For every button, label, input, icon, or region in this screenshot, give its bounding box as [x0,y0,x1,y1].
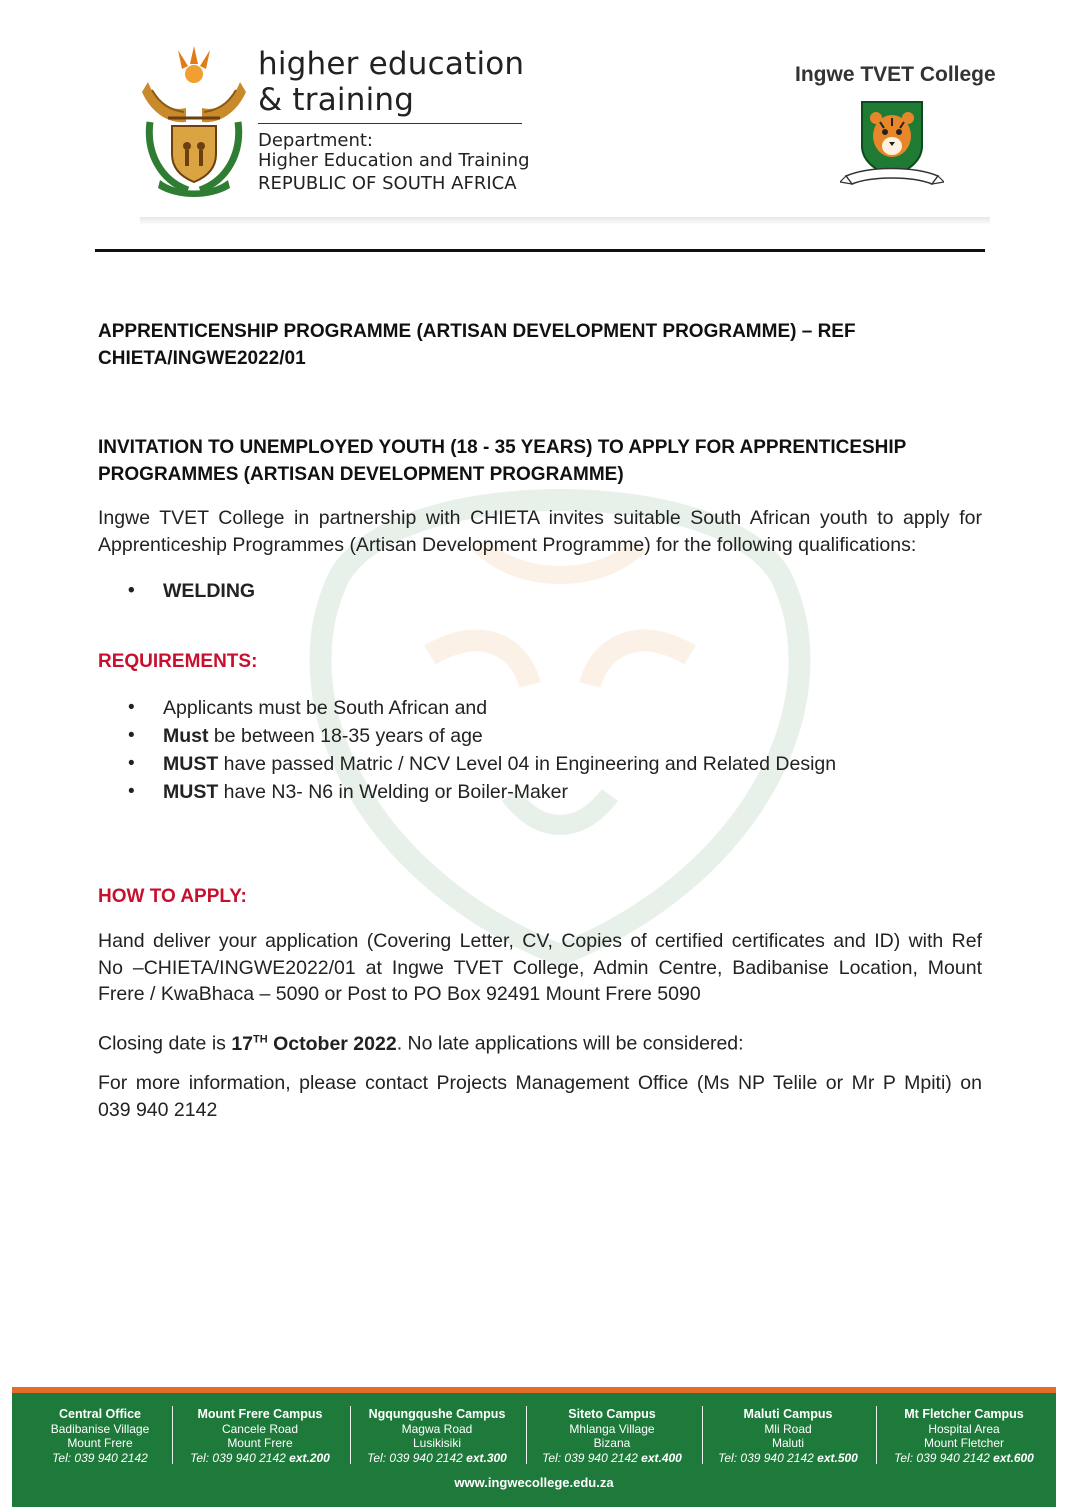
application-line-2: No –CHIETA/INGWE2022/01 at Ingwe TVET College, Admin Centre, Badibanise Location, Mount [98,956,982,979]
department-full-name: Higher Education and Training [258,150,530,171]
coat-of-arms-logo [138,42,250,197]
campus-siteto: Siteto Campus Mhlanga Village Bizana Tel: 039 940 2142 ext.400 [542,1407,682,1465]
campus-mt-fletcher: Mt Fletcher Campus Hospital Area Mount Fletcher Tel: 039 940 2142 ext.600 [894,1407,1034,1465]
requirement-item: • MUST have N3- N6 in Welding or Boiler-Maker [98,778,982,806]
requirement-emphasis: MUST [163,753,219,775]
requirements-heading: REQUIREMENTS: [98,651,258,672]
footer [12,1393,1056,1507]
college-name: Ingwe TVET College [795,63,996,86]
header-shadow [140,217,990,225]
document-title [98,319,982,372]
closing-date: Closing date is 17TH October 2022. No late applications will be considered: [98,1032,744,1055]
college-crest-logo [840,96,944,192]
how-to-apply-heading: HOW TO APPLY: [98,886,247,907]
application-line-1: Hand deliver your application (Covering Letter, CV, Copies of certified certificates and ID) with Ref [98,930,982,952]
qualifications-list [98,577,982,605]
qualification-item [98,577,982,605]
requirement-item: • MUST have passed Matric / NCV Level 04 in Engineering and Related Design [98,750,982,778]
contact-info [98,1070,982,1123]
application-line-3: Frere / KwaBhaca – 5090 or Post to PO Box 92491 Mount Frere 5090 [98,983,701,1005]
document-title-line-2: CHIETA/INGWE2022/01 [98,347,306,369]
closing-day: 17TH October 2022 [231,1032,397,1055]
website-link[interactable]: www.ingwecollege.edu.za [454,1475,614,1490]
invitation-heading-line-2: PROGRAMMES (ARTISAN DEVELOPMENT PROGRAMME) [98,463,624,485]
application-instructions [98,928,982,1008]
campus-maluti: Maluti Campus Mli Road Maluti Tel: 039 940 2142 ext.500 [718,1407,858,1465]
republic-label: REPUBLIC OF SOUTH AFRICA [258,173,517,194]
contact-phone: 039 940 2142 [98,1098,218,1121]
department-name-line-1: higher education [258,46,525,82]
campus-ngqungqushe: Ngqungqushe Campus Magwa Road Lusikisiki Tel: 039 940 2142 ext.300 [367,1407,507,1465]
document-title-line-1: APPRENTICENSHIP PROGRAMME (ARTISAN DEVELOPMENT PROGRAMME) – REF [98,321,856,342]
requirement-item: • Applicants must be South African and [98,694,982,722]
invitation-heading [98,435,982,488]
department-label: Department: [258,130,373,151]
requirement-emphasis: MUST [163,781,219,803]
contact-line-1: For more information, please contact Projects Management Office (Ms NP Telile or Mr P Mpiti) on [98,1072,982,1094]
department-name-line-2: & training [258,82,415,118]
invitation-heading-line-1: INVITATION TO UNEMPLOYED YOUTH (18 - 35 YEARS) TO APPLY FOR APPRENTICESHIP [98,437,907,458]
invitation-intro: Ingwe TVET College in partnership with CHIETA invites suitable South African youth to apply for Apprenticeship Programmes (Artisan Development Programme) for the following qualifications: [98,507,982,556]
requirement-emphasis: Must [163,725,209,747]
requirement-item: • Must be between 18-35 years of age [98,722,982,750]
qualification-label: WELDING [163,580,256,602]
requirements-list [98,694,982,806]
department-divider [258,123,522,124]
header-divider [95,249,985,252]
campus-mount-frere: Mount Frere Campus Cancele Road Mount Frere Tel: 039 940 2142 ext.200 [190,1407,330,1465]
campus-central-office: Central Office Badibanise Village Mount Frere Tel: 039 940 2142 [50,1407,150,1465]
